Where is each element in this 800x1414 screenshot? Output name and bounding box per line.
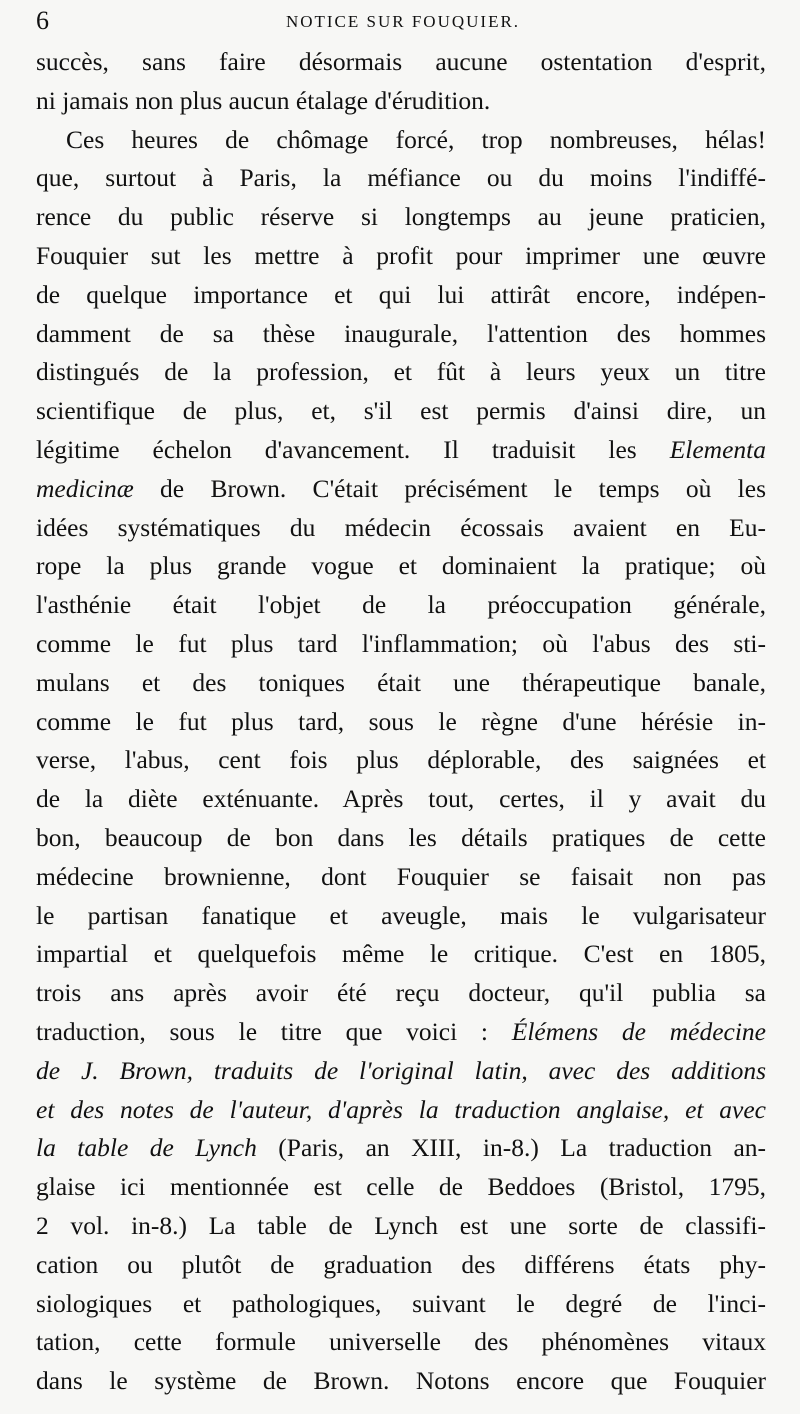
text-line: glaise ici mentionnée est celle de Beddoes (Bristol, 1795, bbox=[36, 1172, 766, 1202]
text-span: (Paris, an bbox=[256, 1133, 412, 1163]
text-line: que, surtout à Paris, la méfiance ou du moins l'indiffé- bbox=[36, 163, 766, 193]
italic-text: la table de Lynch bbox=[36, 1133, 257, 1163]
text-line: l'asthénie était l'objet de la préoccupation générale, bbox=[36, 590, 766, 620]
text-line bbox=[36, 1052, 766, 1091]
text-span: XIII bbox=[411, 1133, 456, 1163]
text-line bbox=[36, 431, 766, 470]
text-line: de quelque importance et qui lui attirât encore, indépen- bbox=[36, 279, 766, 309]
text-span: de Brown. C'était précisément le temps où les bbox=[133, 473, 766, 503]
text-line: verse, l'abus, cent fois plus déplorable, des saignées et bbox=[36, 745, 766, 775]
text-line: Fouquier sut les mettre à profit pour imprimer une œuvre bbox=[36, 240, 766, 270]
text-span: légitime échelon d'avancement. Il traduisit les bbox=[36, 434, 670, 464]
text-line bbox=[36, 470, 766, 509]
text-line bbox=[36, 1013, 766, 1052]
italic-text: Élémens de médecine bbox=[511, 1016, 766, 1046]
text-line: impartial et quelquefois même le critique. C'est en 1805, bbox=[36, 939, 766, 969]
text-line: idées systématiques du médecin écossais avaient en Eu- bbox=[36, 512, 766, 542]
text-line: rope la plus grande vogue et dominaient la pratique; où bbox=[36, 551, 766, 581]
text-line: ni jamais non plus aucun étalage d'érudition. bbox=[36, 85, 491, 115]
text-line: de la diète exténuante. Après tout, certes, il y avait du bbox=[36, 784, 766, 814]
text-span: traduction, sous le titre que voici : bbox=[36, 1016, 512, 1046]
text-line: tation, cette formule universelle des phénomènes vitaux bbox=[36, 1327, 766, 1357]
running-title: NOTICE SUR FOUQUIER. bbox=[285, 12, 521, 31]
text-line bbox=[36, 1091, 766, 1130]
text-line: mulans et des toniques était une thérapeutique banale, bbox=[36, 667, 766, 697]
text-line: bon, beaucoup de bon dans les détails pratiques de cette bbox=[36, 822, 766, 852]
body-text bbox=[36, 43, 766, 1401]
text-line: dans le système de Brown. Notons encore que Fouquier bbox=[36, 1366, 766, 1396]
text-line: comme le fut plus tard l'inflammation; où l'abus des sti- bbox=[36, 628, 766, 658]
italic-text: medicinæ bbox=[36, 473, 134, 503]
page-header bbox=[36, 6, 770, 36]
text-line: médecine brownienne, dont Fouquier se faisait non pas bbox=[36, 861, 766, 891]
text-line: cation ou plutôt de graduation des différens états phy- bbox=[36, 1249, 766, 1279]
text-line: distingués de la profession, et fût à leurs yeux un titre bbox=[36, 357, 766, 387]
italic-text: et des notes de l'auteur, d'après la traduction anglaise, et avec bbox=[36, 1094, 766, 1124]
text-line: rence du public réserve si longtemps au jeune praticien, bbox=[36, 202, 766, 232]
text-line: damment de sa thèse inaugurale, l'attention des hommes bbox=[36, 318, 766, 348]
text-line: comme le fut plus tard, sous le règne d'une hérésie in- bbox=[36, 706, 766, 736]
text-line: Ces heures de chômage forcé, trop nombreuses, hélas! bbox=[66, 124, 766, 154]
italic-text: Elementa bbox=[669, 434, 766, 464]
text-span: , in-8.) La traduction an- bbox=[455, 1133, 766, 1163]
page-number: 6 bbox=[36, 6, 49, 35]
italic-text: de J. Brown, traduits de l'original latin, avec des additions bbox=[36, 1055, 766, 1085]
text-line bbox=[36, 1129, 766, 1168]
text-line: trois ans après avoir été reçu docteur, qu'il publia sa bbox=[36, 978, 766, 1008]
text-line: le partisan fanatique et aveugle, mais le vulgarisateur bbox=[36, 900, 766, 930]
text-line: scientifique de plus, et, s'il est permis d'ainsi dire, un bbox=[36, 396, 766, 426]
text-line: succès, sans faire désormais aucune ostentation d'esprit, bbox=[36, 47, 766, 76]
text-line: 2 vol. in-8.) La table de Lynch est une sorte de classifi- bbox=[36, 1210, 766, 1240]
text-line: siologiques et pathologiques, suivant le degré de l'inci- bbox=[36, 1288, 766, 1318]
